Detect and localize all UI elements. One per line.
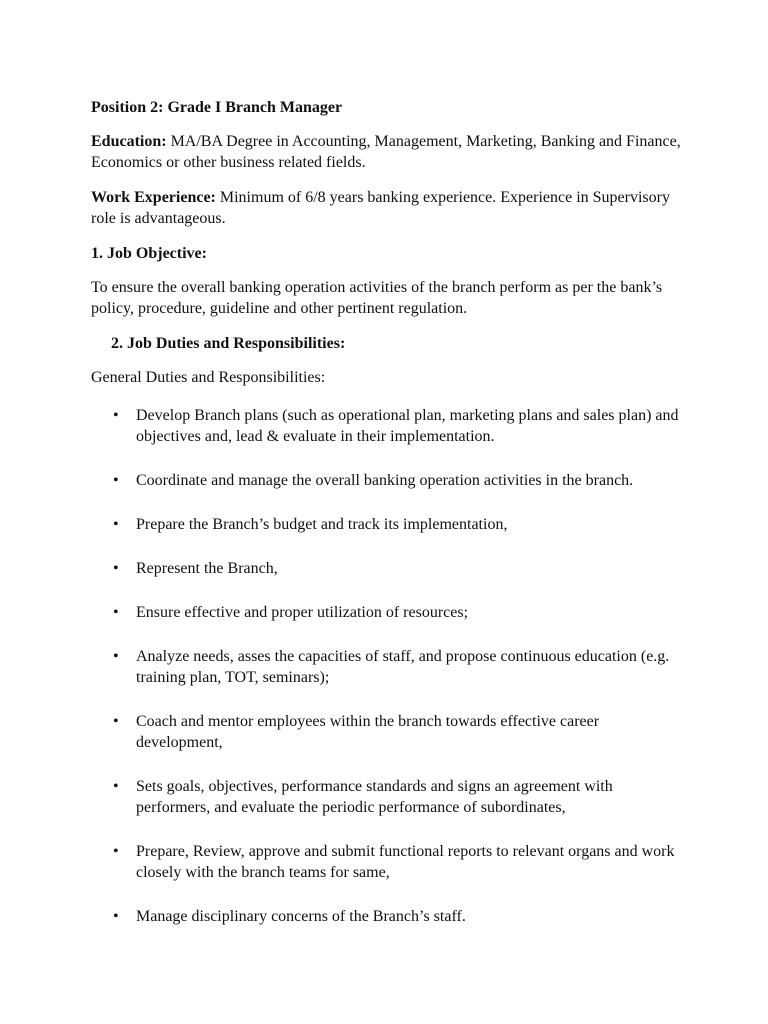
duty-text: Sets goals, objectives, performance standards and signs an agreement with performers, and evaluate the periodic performance of subordinates, <box>136 778 613 816</box>
bullet-icon: • <box>113 778 119 795</box>
duties-list <box>91 405 691 927</box>
list-item <box>91 776 681 818</box>
bullet-icon: • <box>113 604 119 621</box>
bullet-icon: • <box>113 516 119 533</box>
position-title: Position 2: Grade I Branch Manager <box>91 99 343 116</box>
list-item <box>91 558 681 579</box>
education-paragraph <box>91 131 691 173</box>
work-experience-paragraph <box>91 187 691 229</box>
duty-text: Represent the Branch, <box>136 560 278 577</box>
list-item <box>91 514 681 535</box>
list-item <box>91 405 681 447</box>
bullet-icon: • <box>113 472 119 489</box>
duty-text: Manage disciplinary concerns of the Branch’s staff. <box>136 908 466 925</box>
duty-text: Prepare, Review, approve and submit functional reports to relevant organs and work closely with the branch teams for same, <box>136 843 675 881</box>
list-item <box>91 711 681 753</box>
education-text: MA/BA Degree in Accounting, Management, Marketing, Banking and Finance, Economics or other business related fields. <box>91 133 681 171</box>
list-item <box>91 470 681 491</box>
bullet-icon: • <box>113 560 119 577</box>
list-item <box>91 602 681 623</box>
job-objective-text: To ensure the overall banking operation activities of the branch perform as per the bank’s policy, procedure, guideline and other pertinent regulation. <box>91 279 663 317</box>
list-item <box>91 906 681 927</box>
duty-text: Coach and mentor employees within the branch towards effective career development, <box>136 713 600 751</box>
duty-text: Coordinate and manage the overall banking operation activities in the branch. <box>136 472 634 489</box>
duties-heading: 2. Job Duties and Responsibilities: <box>111 335 346 352</box>
education-label: Education: <box>91 133 167 150</box>
general-duties-intro: General Duties and Responsibilities: <box>91 369 326 386</box>
work-experience-text: Minimum of 6/8 years banking experience. Experience in Supervisory role is advantageous. <box>91 189 670 227</box>
work-experience-label: Work Experience: <box>91 189 216 206</box>
duty-text: Prepare the Branch’s budget and track its implementation, <box>136 516 508 533</box>
list-item <box>91 841 681 883</box>
duty-text: Analyze needs, asses the capacities of staff, and propose continuous education (e.g. training plan, TOT, seminars); <box>136 648 670 686</box>
bullet-icon: • <box>113 843 119 860</box>
bullet-icon: • <box>113 713 119 730</box>
duty-text: Ensure effective and proper utilization of resources; <box>136 604 469 621</box>
duty-text: Develop Branch plans (such as operational plan, marketing plans and sales plan) and objectives and, lead & evaluate in their implementation. <box>136 407 679 445</box>
document-page <box>91 97 691 950</box>
bullet-icon: • <box>113 908 119 925</box>
bullet-icon: • <box>113 407 119 424</box>
list-item <box>91 646 681 688</box>
bullet-icon: • <box>113 648 119 665</box>
job-objective-heading: 1. Job Objective: <box>91 245 207 262</box>
